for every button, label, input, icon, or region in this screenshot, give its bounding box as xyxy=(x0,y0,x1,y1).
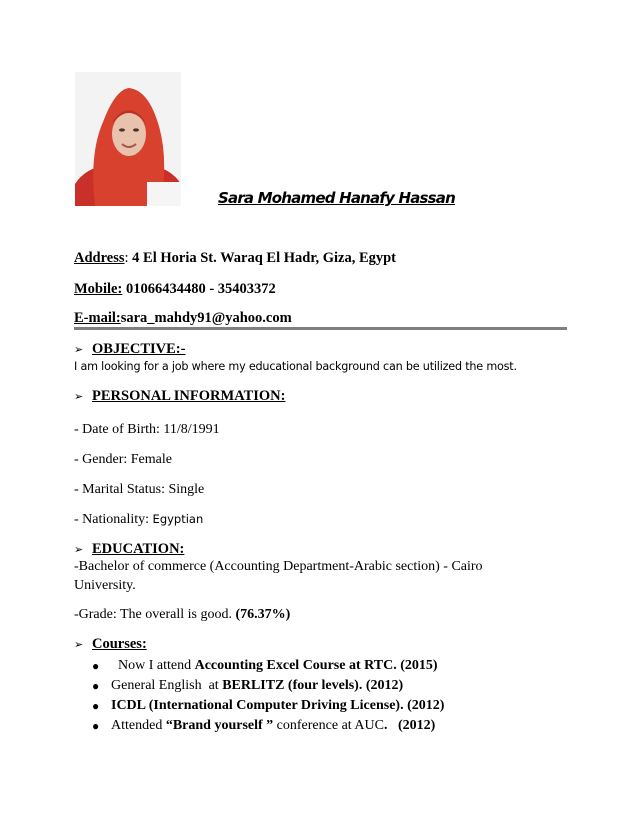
grade-prefix: -Grade: The overall is good. xyxy=(74,607,236,622)
address-value: 4 El Horia St. Waraq El Hadr, Giza, Egypt xyxy=(128,250,397,266)
marital-status: - Marital Status: Single xyxy=(74,482,205,497)
objective-heading xyxy=(74,341,185,358)
course-bold-text: BERLITZ (four levels). (2012) xyxy=(222,678,404,693)
course-bold-text: “Brand yourself ” xyxy=(165,718,274,733)
course-text: Attended xyxy=(111,718,166,733)
arrow-bullet-icon: ➢ xyxy=(74,543,84,556)
nationality xyxy=(74,512,203,528)
email-value: sara_mahdy91@yahoo.com xyxy=(120,310,292,326)
courses-heading-text: Courses: xyxy=(92,636,147,652)
course-text: Now I attend xyxy=(111,658,195,673)
courses-heading xyxy=(74,636,147,653)
nationality-label: - Nationality: xyxy=(74,512,153,527)
mobile-value: 01066434480 - 35403372 xyxy=(122,281,276,297)
grade-value: (76.37%) xyxy=(235,607,291,622)
course-bold-text: ICDL (International Computer Driving License). (2012) xyxy=(111,698,445,713)
profile-photo-illustration xyxy=(75,72,181,206)
list-item xyxy=(92,656,444,676)
list-item xyxy=(92,676,444,696)
arrow-bullet-icon: ➢ xyxy=(74,390,84,403)
nationality-value: Egyptian xyxy=(152,512,204,526)
divider-rule xyxy=(74,327,567,330)
course-text: conference at AUC xyxy=(273,718,384,733)
bullet-dot-icon: ● xyxy=(92,698,100,713)
education-degree-line1: -Bachelor of commerce (Accounting Department-Arabic section) - Cairo xyxy=(74,559,483,574)
education-degree-line2: University. xyxy=(74,578,136,593)
courses-list xyxy=(92,656,444,736)
gender: - Gender: Female xyxy=(74,452,172,467)
education-heading xyxy=(74,541,184,558)
objective-text: I am looking for a job where my educational background can be utilized the most. xyxy=(74,360,517,373)
date-of-birth: - Date of Birth: 11/8/1991 xyxy=(74,422,220,437)
bullet-dot-icon: ● xyxy=(92,658,100,673)
personal-info-heading xyxy=(74,388,285,405)
bullet-dot-icon: ● xyxy=(92,718,100,733)
arrow-bullet-icon: ➢ xyxy=(74,638,84,651)
bullet-dot-icon: ● xyxy=(92,678,100,693)
email-line xyxy=(74,310,292,327)
list-item xyxy=(92,716,444,736)
email-label: E-mail: xyxy=(74,310,121,326)
objective-heading-text: OBJECTIVE:- xyxy=(92,341,186,357)
address-line: Address: 4 El Horia St. Waraq El Hadr, Giza, Egypt xyxy=(74,250,397,266)
list-item xyxy=(92,696,444,716)
arrow-bullet-icon: ➢ xyxy=(74,343,84,356)
mobile-line xyxy=(74,281,276,298)
education-heading-text: EDUCATION: xyxy=(92,541,185,557)
mobile-label: Mobile: xyxy=(74,281,123,297)
candidate-name: Sara Mohamed Hanafy Hassan xyxy=(218,189,455,207)
address-label: Address xyxy=(74,250,125,266)
education-grade xyxy=(74,607,290,623)
course-text: General English at xyxy=(111,678,223,693)
course-year: . (2012) xyxy=(383,718,436,733)
personal-info-heading-text: PERSONAL INFORMATION: xyxy=(92,388,286,404)
profile-photo xyxy=(75,72,181,206)
course-bold-text: Accounting Excel Course at RTC. (2015) xyxy=(194,658,438,673)
